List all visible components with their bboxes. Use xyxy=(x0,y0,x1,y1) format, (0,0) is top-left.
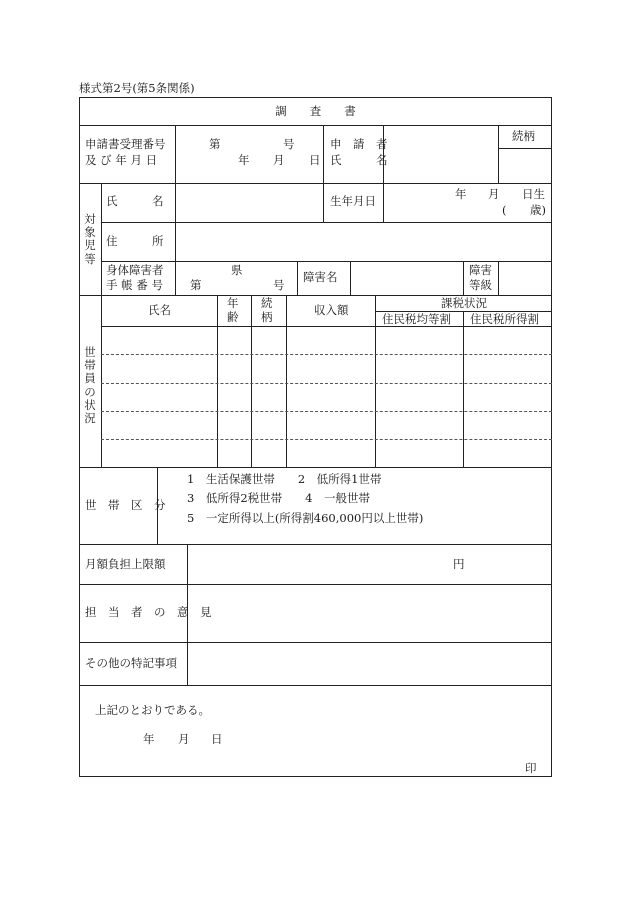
col-relation-1: 続 xyxy=(261,296,273,310)
divider xyxy=(498,148,552,149)
birth-hisei: 日生 xyxy=(522,187,545,201)
footer-tsuki: 月 xyxy=(178,732,190,746)
receipt-dai: 第 xyxy=(209,137,221,151)
dashed-row-divider xyxy=(101,411,552,412)
receipt-tsuki: 月 xyxy=(273,153,285,167)
handbook-dai: 第 xyxy=(190,278,202,292)
receipt-hi: 日 xyxy=(309,153,321,167)
birthdate-label: 生年月日 xyxy=(330,194,376,208)
address-label: 住 所 xyxy=(106,234,164,248)
divider xyxy=(79,544,552,545)
subject-side-label: 対象児等 xyxy=(84,212,96,266)
divider xyxy=(323,125,324,183)
col-income: 収入額 xyxy=(314,303,349,317)
household-side-label: 世帯員の状況 xyxy=(84,345,96,426)
col-age-1: 年 xyxy=(227,296,239,310)
seal-mark: 印 xyxy=(525,761,537,775)
applicant-name-label: 氏 名 xyxy=(330,153,388,167)
divider xyxy=(79,685,552,686)
classification-item-1: 1 生活保護世帯 2 低所得1世帯 xyxy=(187,472,382,486)
form-number: 様式第2号(第5条関係) xyxy=(79,81,195,95)
divider xyxy=(101,222,552,223)
divider xyxy=(79,467,552,468)
col-relation-2: 柄 xyxy=(261,310,273,324)
divider xyxy=(175,183,176,295)
birth-nen: 年 xyxy=(455,187,467,201)
birth-tsuki: 月 xyxy=(488,187,500,201)
footer-nen: 年 xyxy=(143,732,155,746)
age-open: ( xyxy=(502,203,507,217)
relation-label: 続柄 xyxy=(512,129,535,143)
col-tax-equal: 住民税均等割 xyxy=(382,312,451,326)
receipt-number-label: 申請書受理番号 xyxy=(85,137,166,151)
divider xyxy=(350,261,351,295)
divider xyxy=(79,125,552,126)
receipt-nen: 年 xyxy=(238,153,250,167)
divider xyxy=(217,295,218,467)
handbook-number-label: 手 帳 番 号 xyxy=(106,278,163,292)
divider xyxy=(375,295,376,467)
dashed-row-divider xyxy=(101,439,552,440)
dashed-row-divider xyxy=(101,354,552,355)
divider xyxy=(463,311,464,467)
classification-item-2: 3 低所得2税世帯 4 一般世帯 xyxy=(187,491,370,505)
col-age-2: 齢 xyxy=(227,310,239,324)
disability-grade-label-2: 等級 xyxy=(469,278,492,292)
divider xyxy=(101,326,552,327)
col-name: 氏名 xyxy=(148,303,171,317)
col-tax-income: 住民税所得割 xyxy=(470,312,539,326)
disability-grade-label: 障害 xyxy=(469,263,492,277)
divider xyxy=(498,261,499,295)
divider xyxy=(383,183,384,222)
classification-item-3: 5 一定所得以上(所得割460,000円以上世帯) xyxy=(187,511,424,525)
statement: 上記のとおりである。 xyxy=(95,703,210,717)
document-title: 調 査 書 xyxy=(275,104,356,118)
monthly-limit-label: 月額負担上限額 xyxy=(85,557,166,571)
classification-label: 世 帯 区 分 xyxy=(85,498,166,512)
divider xyxy=(79,642,552,643)
divider xyxy=(498,125,499,183)
divider xyxy=(286,295,287,467)
officer-opinion-label: 担 当 者 の 意 見 xyxy=(85,605,212,619)
divider xyxy=(323,183,324,222)
subject-name-label: 氏 名 xyxy=(106,194,164,208)
col-tax-status: 課税状況 xyxy=(441,296,487,310)
divider xyxy=(79,183,552,184)
disability-name-label: 障害名 xyxy=(303,270,338,284)
dashed-row-divider xyxy=(101,383,552,384)
handbook-label: 身体障害者 xyxy=(106,263,164,277)
divider xyxy=(101,261,552,262)
applicant-label: 申 請 者 xyxy=(330,137,388,151)
divider xyxy=(297,261,298,295)
receipt-date-label: 及 び 年 月 日 xyxy=(85,153,158,167)
divider xyxy=(79,584,552,585)
handbook-go: 号 xyxy=(273,278,285,292)
receipt-go: 号 xyxy=(283,137,295,151)
handbook-ken: 県 xyxy=(231,263,243,277)
divider xyxy=(101,183,102,295)
monthly-limit-unit: 円 xyxy=(453,557,465,571)
divider xyxy=(175,125,176,183)
other-notes-label: その他の特記事項 xyxy=(85,656,177,670)
divider xyxy=(251,295,252,467)
divider xyxy=(463,261,464,295)
age-close: 歳) xyxy=(530,203,546,217)
divider xyxy=(101,295,102,467)
footer-hi: 日 xyxy=(211,732,223,746)
